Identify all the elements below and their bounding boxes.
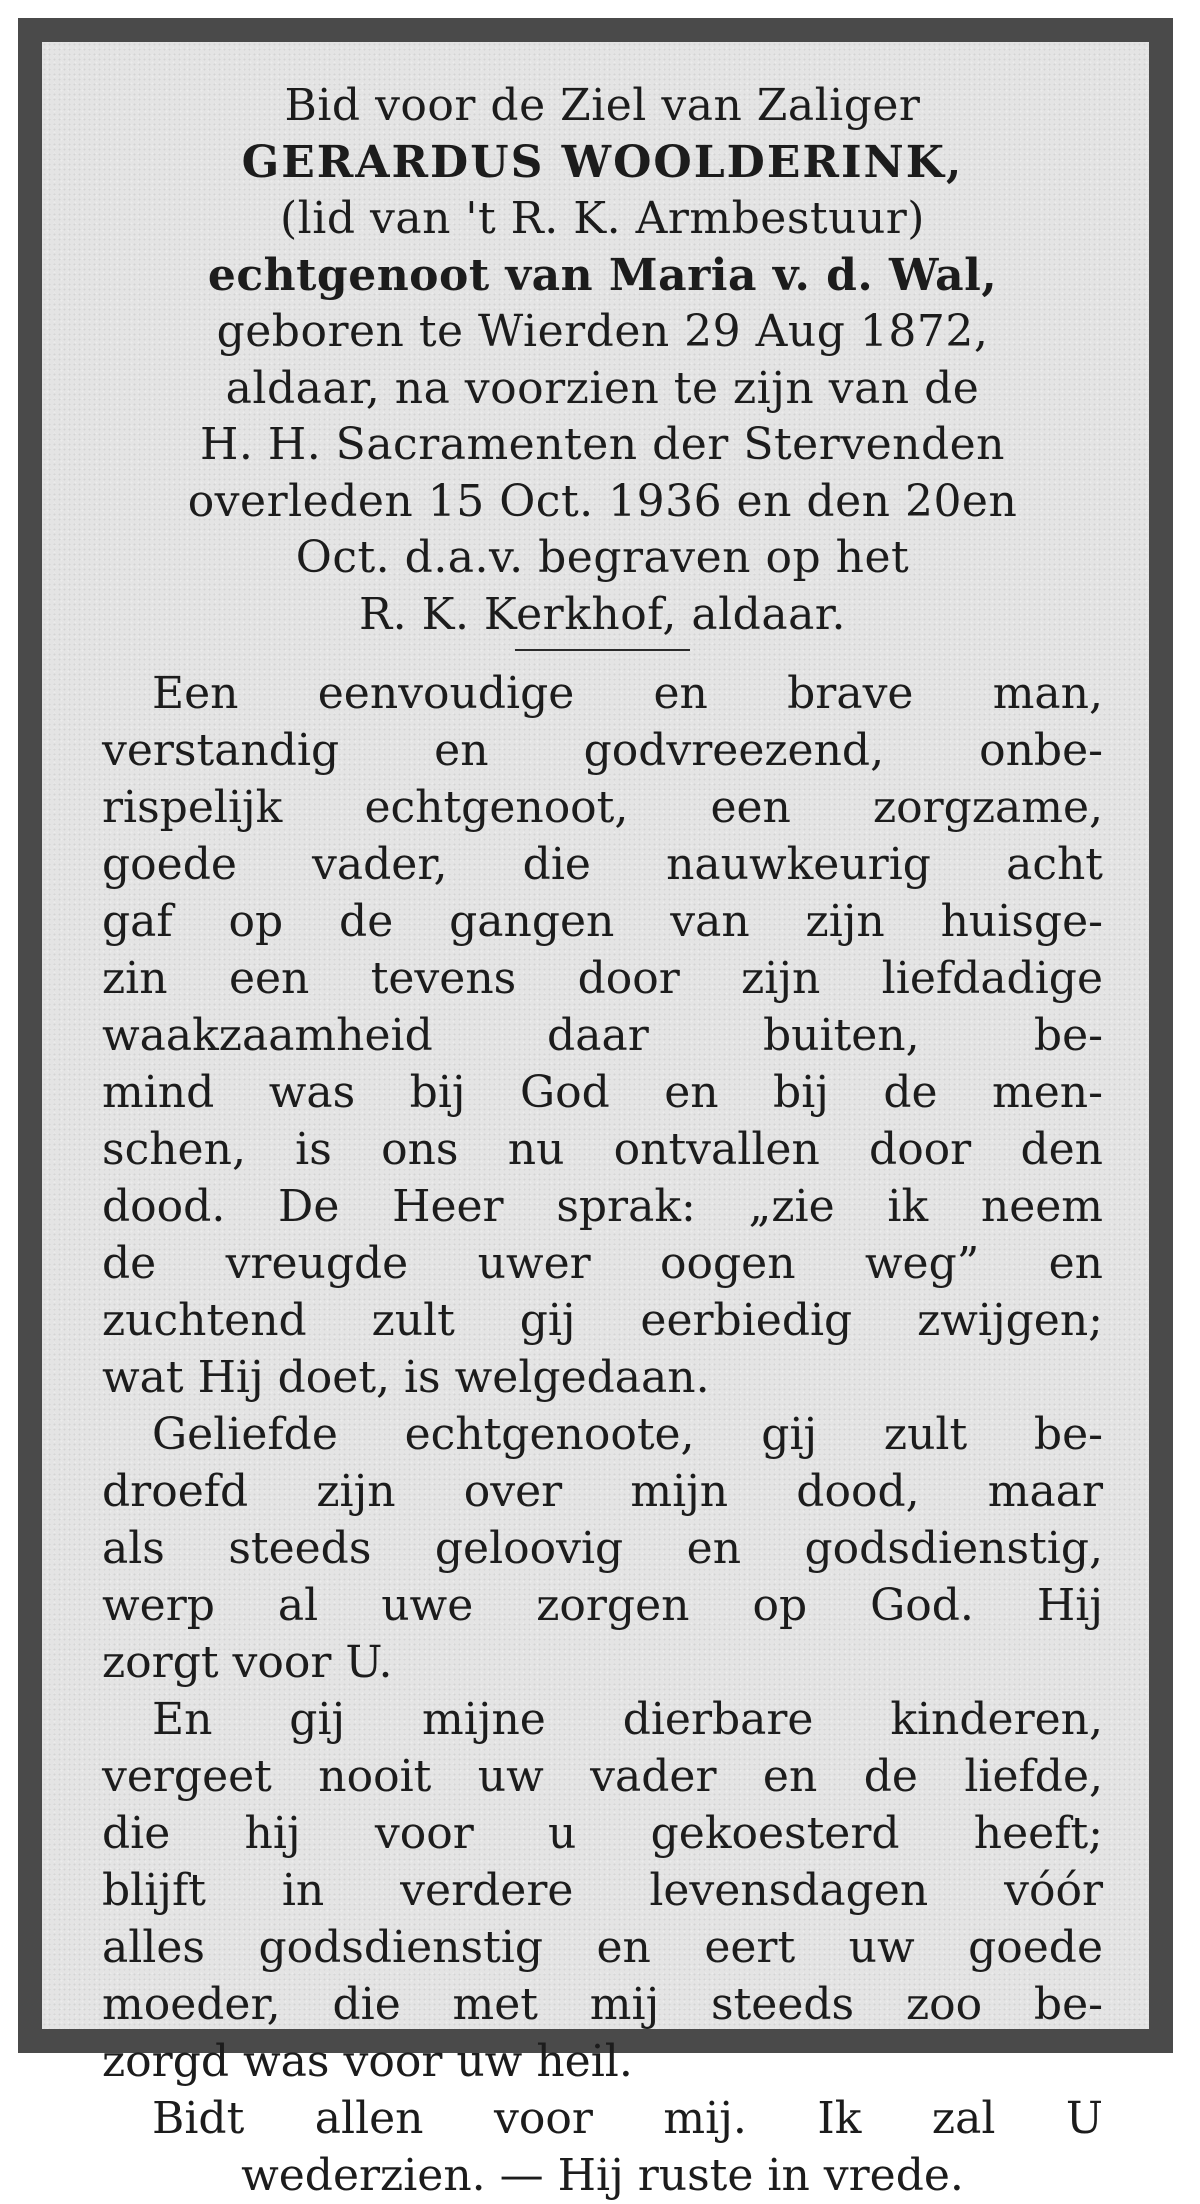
text-line: goede vader, die nauwkeurig acht <box>102 839 1103 890</box>
text-line: verstandig en godvreezend, onbe- <box>102 725 1103 776</box>
text-line: als steeds geloovig en godsdienstig, <box>102 1523 1103 1574</box>
memorial-card <box>18 18 1173 2201</box>
text-line: moeder, die met mij steeds zoo be- <box>102 1979 1103 2030</box>
text-line: zin een tevens door zijn liefdadige <box>102 953 1103 1004</box>
deceased-name: GERARDUS WOOLDERINK, <box>241 136 964 188</box>
burial-line: Oct. d.a.v. begraven op het <box>295 532 910 583</box>
paragraph-children <box>102 1691 1103 2090</box>
text-line: waakzaamheid daar buiten, be- <box>102 1010 1103 1061</box>
text-line: die hij voor u gekoesterd heeft; <box>102 1808 1103 1859</box>
text-line: schen, is ons nu ontvallen door den <box>102 1124 1103 1175</box>
memorial-card-content <box>42 42 1149 2201</box>
paragraph-closing <box>102 2090 1103 2204</box>
text-line: de vreugde uwer oogen weg” en <box>102 1238 1103 1289</box>
text-line: mind was bij God en bij de men- <box>102 1067 1103 1118</box>
membership-line: (lid van 't R. K. Armbestuur) <box>280 193 925 244</box>
sacraments-line-2: H. H. Sacramenten der Stervenden <box>199 419 1005 470</box>
text-line: rispelijk echtgenoot, een zorgzame, <box>102 782 1103 833</box>
text-line: werp al uwe zorgen op God. Hij <box>102 1580 1103 1631</box>
cemetery-line: R. K. Kerkhof, aldaar. <box>358 588 846 640</box>
text-line: zorgt voor U. <box>102 1637 393 1688</box>
text-line: Een eenvoudige en brave man, <box>152 668 1103 719</box>
text-line: zuchtend zult gij eerbiedig zwijgen; <box>102 1295 1103 1346</box>
text-line: zorgd was voor uw heil. <box>102 2036 633 2087</box>
text-line: blijft in verdere levensdagen vóór <box>102 1865 1103 1916</box>
text-line: vergeet nooit uw vader en de liefde, <box>102 1751 1103 1802</box>
death-line: overleden 15 Oct. 1936 en den 20en <box>187 475 1018 527</box>
text-line: droefd zijn over mijn dood, maar <box>102 1466 1103 1517</box>
birth-line: geboren te Wierden 29 Aug 1872, <box>216 306 989 357</box>
paragraph-spouse <box>102 1406 1103 1691</box>
text-line: dood. De Heer sprak: „zie ik neem <box>102 1181 1103 1232</box>
memorial-text <box>102 665 1103 2204</box>
paragraph-tribute <box>102 665 1103 1406</box>
text-line: En gij mijne dierbare kinderen, <box>152 1694 1103 1745</box>
text-line: alles godsdienstig en eert uw goede <box>102 1922 1103 1973</box>
heading-block <box>102 78 1103 643</box>
text-line: wat Hij doet, is welgedaan. <box>102 1352 710 1403</box>
text-line: Bidt allen voor mij. Ik zal U <box>152 2093 1103 2144</box>
text-line: wederzien. — Hij ruste in vrede. <box>241 2150 964 2201</box>
spouse-line: echtgenoot van Maria v. d. Wal, <box>207 249 998 301</box>
heading-prayer-line: Bid voor de Ziel van Zaliger <box>284 80 921 131</box>
sacraments-line-1: aldaar, na voorzien te zijn van de <box>225 362 980 414</box>
text-line: Geliefde echtgenoote, gij zult be- <box>152 1409 1103 1460</box>
divider-rule <box>515 649 690 651</box>
text-line: gaf op de gangen van zijn huisge- <box>102 896 1103 947</box>
